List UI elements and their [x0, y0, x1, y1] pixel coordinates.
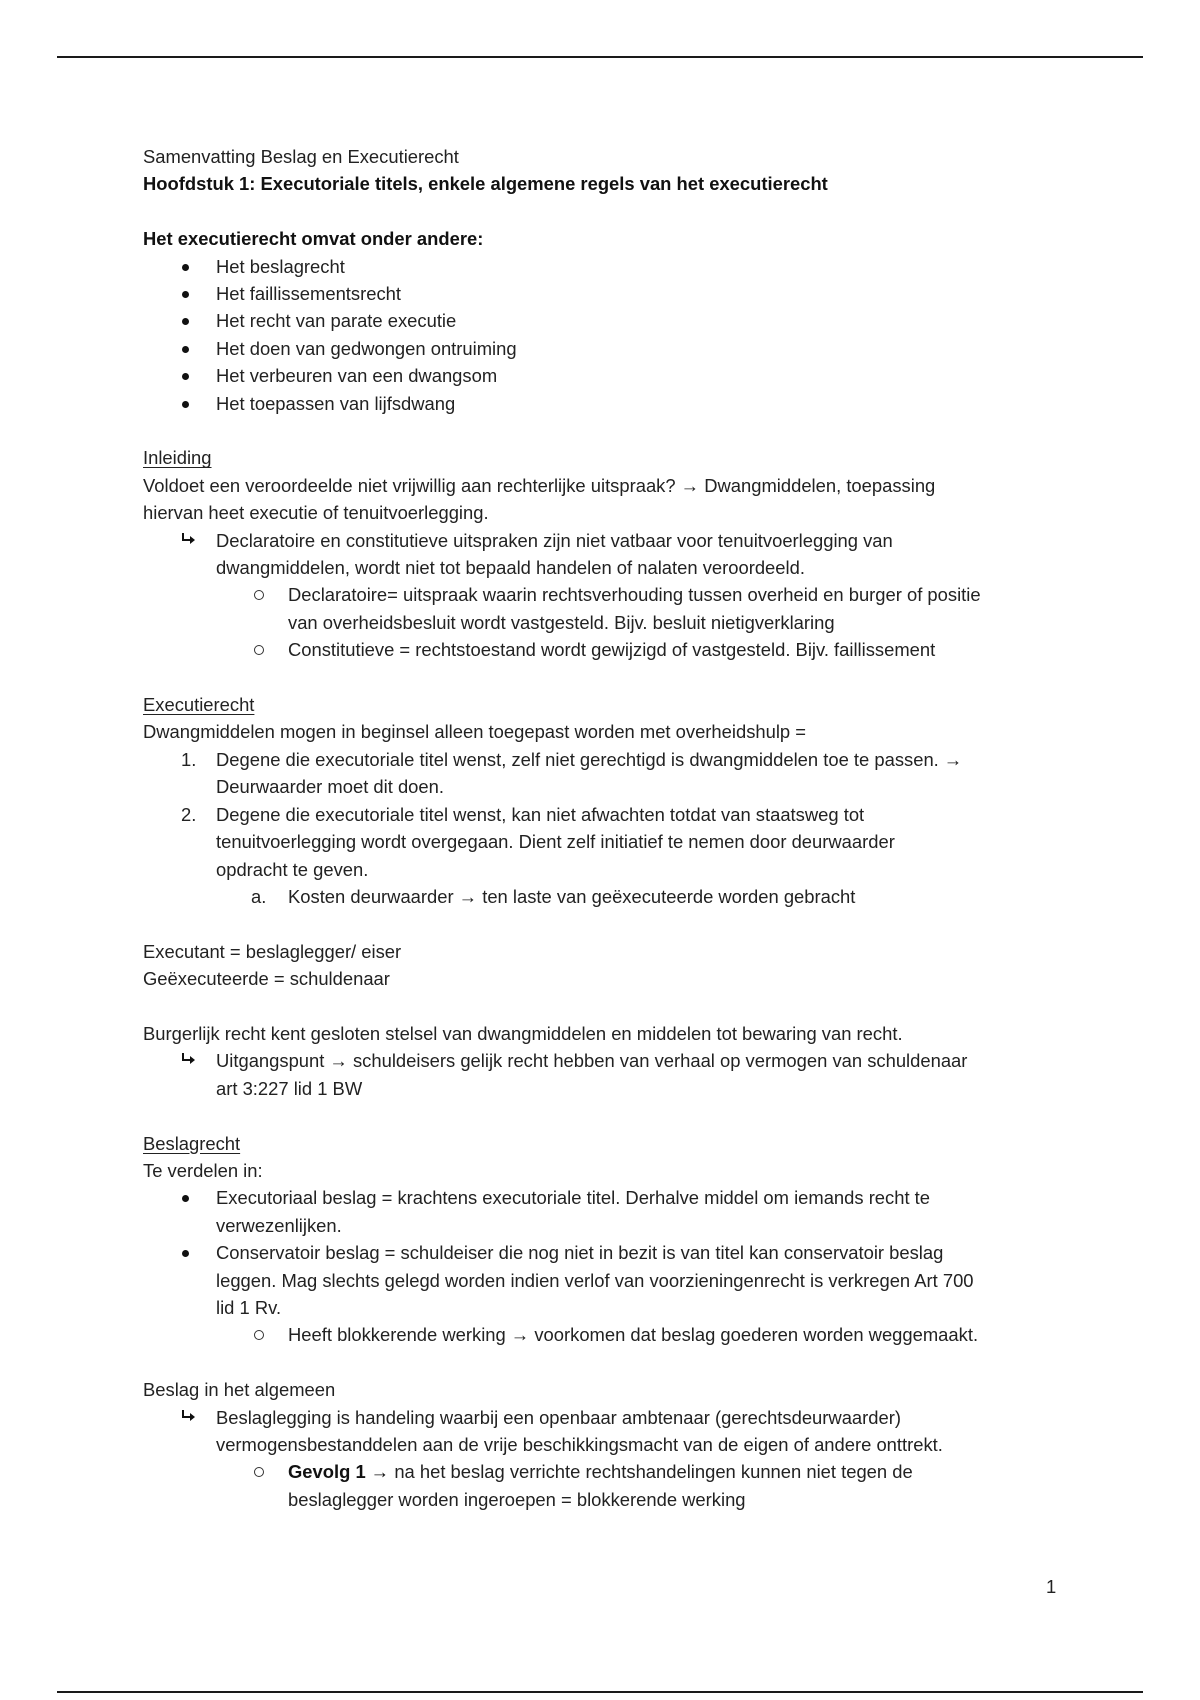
arrow-item: Beslaglegging is handeling waarbij een openbaar ambtenaar (gerechtsdeurwaarder) [143, 1404, 1103, 1431]
sub-item: Gevolg 1 → na het beslag verrichte rechtshandelingen kunnen niet tegen de [143, 1458, 1103, 1485]
bullet-icon [180, 390, 200, 417]
document-subtitle: Samenvatting Beslag en Executierecht [143, 146, 459, 167]
paragraph: Voldoet een veroordeelde niet vrijwillig aan rechterlijke uitspraak? → Dwangmiddelen, toepassing [143, 474, 936, 496]
numbered-item: 2. Degene die executoriale titel wenst, kan niet afwachten totdat van staatsweg tot [143, 801, 1103, 828]
footer-rule [57, 1691, 1143, 1693]
paragraph: Dwangmiddelen mogen in beginsel alleen toegepast worden met overheidshulp = [143, 721, 807, 743]
sub-item-continuation: van overheidsbesluit wordt vastgesteld. Bijv. besluit nietigverklaring [288, 611, 835, 633]
list-item: Conservatoir beslag = schuldeiser die nog niet in bezit is van titel kan conservatoir beslag [143, 1239, 1103, 1266]
sub-item: Declaratoire= uitspraak waarin rechtsverhouding tussen overheid en burger of positie [143, 581, 1103, 608]
circle-bullet-icon [252, 581, 272, 608]
bullet-icon [180, 307, 200, 334]
list-item: Het verbeuren van een dwangsom [143, 362, 1103, 389]
hook-arrow-icon [180, 1404, 200, 1431]
list-item: Het faillissementsrecht [143, 280, 1103, 307]
arrow-item-continuation: dwangmiddelen, wordt niet tot bepaald handelen of nalaten veroordeeld. [216, 557, 805, 579]
bullet-icon [180, 280, 200, 307]
header-rule [57, 56, 1143, 58]
circle-bullet-icon [252, 636, 272, 663]
sub-item-continuation: beslaglegger worden ingeroepen = blokkerende werking [288, 1488, 746, 1510]
bullet-icon [180, 335, 200, 362]
hook-arrow-icon [180, 527, 200, 554]
list-item: Executoriaal beslag = krachtens executoriale titel. Derhalve middel om iemands recht te [143, 1184, 1103, 1211]
list-item-continuation: lid 1 Rv. [216, 1296, 282, 1318]
section-heading-beslagrecht: Beslagrecht [143, 1132, 241, 1154]
chapter-title: Hoofdstuk 1: Executoriale titels, enkele algemene regels van het executierecht [143, 173, 828, 195]
list-item: Het doen van gedwongen ontruiming [143, 335, 1103, 362]
section-heading-beslag-algemeen: Beslag in het algemeen [143, 1379, 336, 1401]
numbered-item-continuation: tenuitvoerlegging wordt overgegaan. Dient zelf initiatief te nemen door deurwaarder [216, 831, 895, 853]
arrow-item-continuation: vermogensbestanddelen aan de vrije beschikkingsmacht van de eigen of andere onttrekt. [216, 1433, 943, 1455]
definition: Executant = beslaglegger/ eiser [143, 940, 402, 962]
list-number: 2. [181, 803, 197, 825]
list-item-continuation: verwezenlijken. [216, 1214, 342, 1236]
lettered-item: a. Kosten deurwaarder → ten laste van geëxecuteerde worden gebracht [143, 883, 1103, 910]
list-item: Het recht van parate executie [143, 307, 1103, 334]
hook-arrow-icon [180, 1047, 200, 1074]
bullet-icon [180, 1184, 200, 1211]
section-heading-inleiding: Inleiding [143, 447, 212, 469]
numbered-item-continuation: opdracht te geven. [216, 858, 369, 880]
bullet-list-executierecht [143, 253, 1103, 417]
list-number: 1. [181, 748, 197, 770]
sub-item: Heeft blokkerende werking → voorkomen dat beslag goederen worden weggemaakt. [143, 1321, 1103, 1348]
numbered-item-continuation: Deurwaarder moet dit doen. [216, 776, 444, 798]
list-item: Het beslagrecht [143, 253, 1103, 280]
sub-item: Constitutieve = rechtstoestand wordt gewijzigd of vastgesteld. Bijv. faillissement [143, 636, 1103, 663]
bullet-icon [180, 1239, 200, 1266]
paragraph: Burgerlijk recht kent gesloten stelsel van dwangmiddelen en middelen tot bewaring van recht. [143, 1022, 903, 1044]
arrow-item: Uitgangspunt → schuldeisers gelijk recht hebben van verhaal op vermogen van schuldenaar [143, 1047, 1103, 1074]
section-heading-executierecht: Executierecht [143, 694, 255, 716]
arrow-item: Declaratoire en constitutieve uitspraken zijn niet vatbaar voor tenuitvoerlegging van [143, 527, 1103, 554]
document-body [143, 143, 1103, 1513]
numbered-item: 1. Degene die executoriale titel wenst, zelf niet gerechtigd is dwangmiddelen toe te passen. → [143, 746, 1103, 773]
bullet-icon [180, 362, 200, 389]
paragraph: Te verdelen in: [143, 1159, 263, 1181]
list-letter: a. [251, 885, 267, 907]
paragraph: hiervan heet executie of tenuitvoerlegging. [143, 502, 489, 524]
bold-label: Gevolg 1 → [288, 1461, 390, 1483]
definition: Geëxecuteerde = schuldenaar [143, 968, 390, 990]
arrow-item-continuation: art 3:227 lid 1 BW [216, 1077, 363, 1099]
bullet-icon [180, 253, 200, 280]
section-heading-executierecht-omvat: Het executierecht omvat onder andere: [143, 228, 484, 250]
list-item: Het toepassen van lijfsdwang [143, 390, 1103, 417]
circle-bullet-icon [252, 1321, 272, 1348]
circle-bullet-icon [252, 1458, 272, 1485]
list-item-continuation: leggen. Mag slechts gelegd worden indien verlof van voorzieningenrecht is verkregen Art 700 [216, 1269, 974, 1291]
page-number: 1 [1046, 1576, 1057, 1597]
